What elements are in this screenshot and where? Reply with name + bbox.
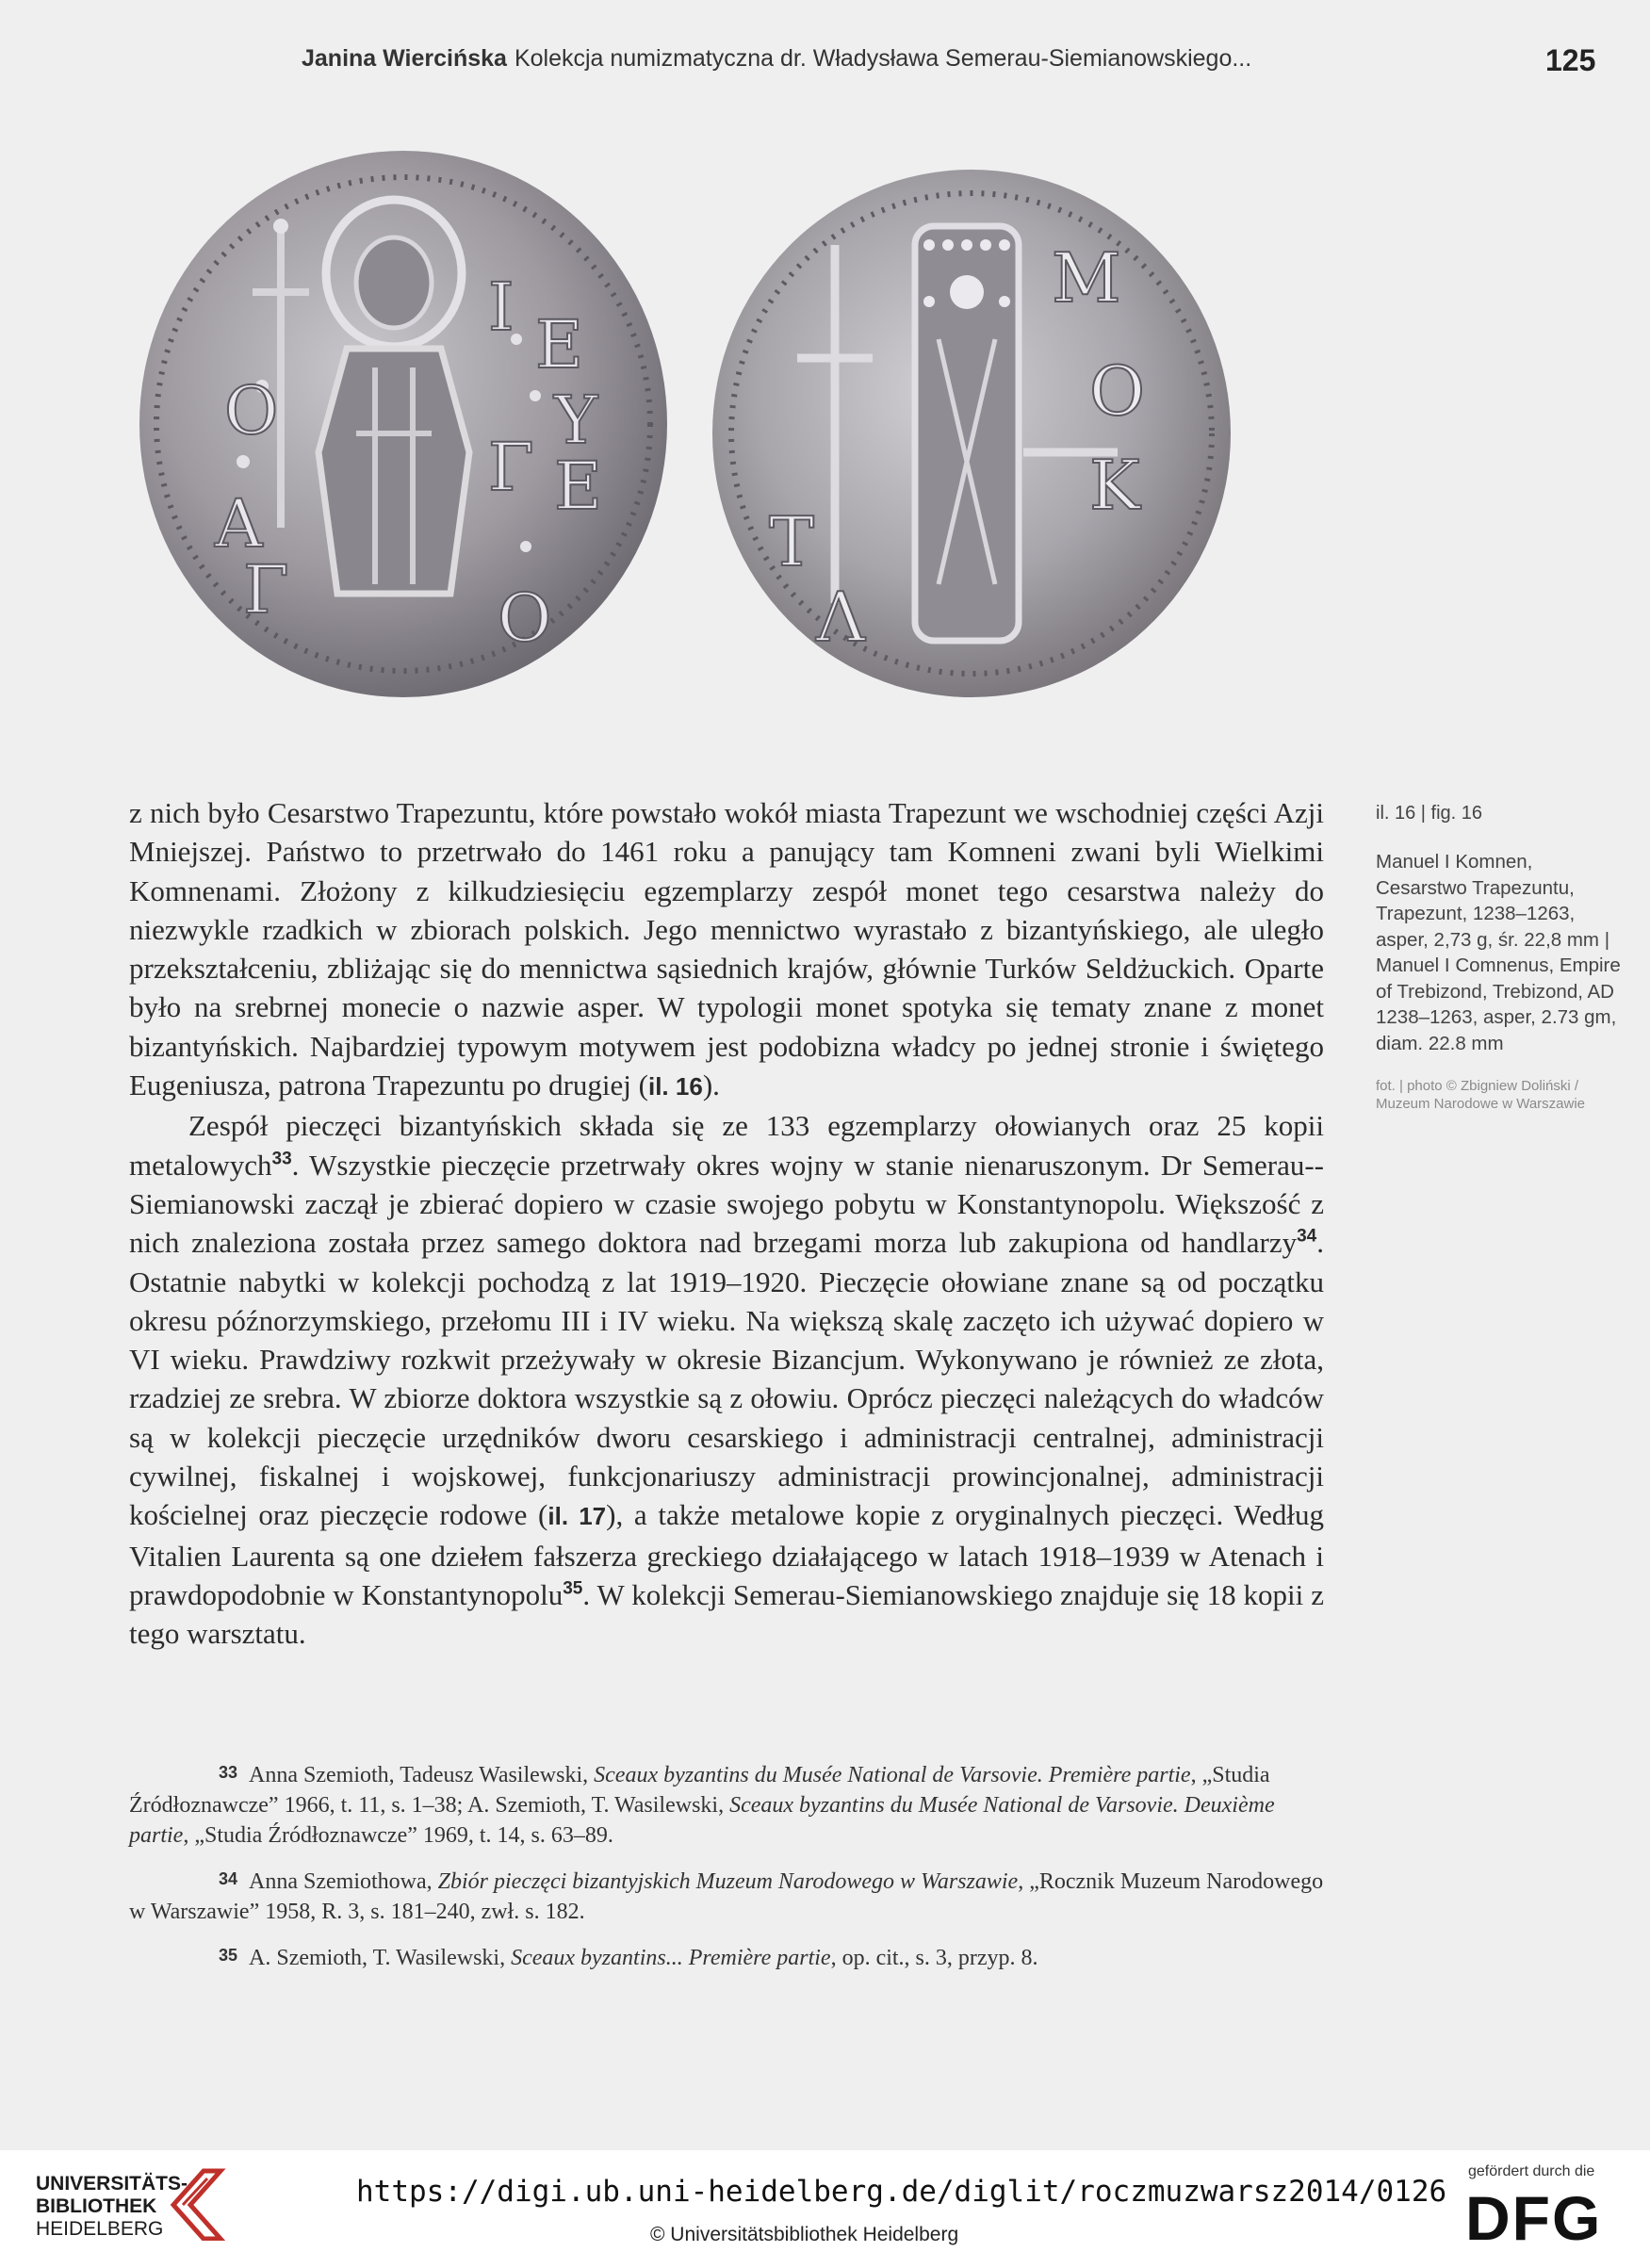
footnote-text: , „Studia Źródłoznawcze” 1969, t. 14, s. 63–89. [183,1823,613,1848]
figure-caption-sidebar [1376,803,1621,1113]
paragraph-text: z nich było Cesarstwo Trapezuntu, które powstało wokół miasta Trapezunt we wschodniej części Azji Mniejszej. Państwo to przetrwało do 1461 roku a panujący tam Komneni zwani byli Wielkimi Komnenami. Złożony z kilkudziesięciu egzemplarzy zespół monet tego cesarstwa należy do niezwykle rzadkich w zbiorach polskich. Jego mennictwo wyrastało z bizantyńskiego, ale uległo przekształceniu, zbliżając się do mennictwa sąsiednich krajów, głównie Turków Seldżuckich. Oparte było na srebrnej monecie o nazwie asper. W typologii monet spotyka się tematy znane z monet bizantyńskich. Najbardziej typowym motywem jest podobizna władcy po jednej stronie i świętego Eugeniusza, patrona Trapezuntu po drugiej ( [129,796,1324,1102]
obverse-letter: Α [215,485,263,563]
footnote [129,1757,1324,1851]
footnote-marker[interactable]: 33 [271,1149,292,1169]
paragraph-text: . Wszystkie pieczęcie przetrwały okres wojny w stanie nienaruszonym. Dr Semerau--Siemianowski zaczął je zbierać dopiero w czasie swojego pobytu w Konstantynopolu. Większość z nich znaleziona została przez samego doktora nad brzegami morza lub zakupiona od handlarzy [129,1148,1324,1260]
reverse-letter: Λ [816,578,865,657]
obverse-letter: Υ [554,382,598,459]
footnote-marker[interactable]: 35 [563,1578,583,1599]
obverse-letter: Ε [535,306,584,383]
running-header [302,45,1251,73]
reverse-letter: Τ [769,502,815,581]
photo-credit: fot. | photo © Zbigniew Doliński / Muzeum Narodowe w Warszawie [1376,1078,1586,1112]
dfg-logo[interactable]: DFG [1465,2183,1603,2253]
obverse-letter: Ε [554,448,603,525]
paragraph-text: . W kolekcji Semerau-Siemianowskiego znajduje się 18 kopii z tego warsztatu. [129,1577,1324,1651]
figure-reference[interactable]: il. 17 [547,1502,607,1531]
coin-obverse-image [139,151,667,697]
library-name-line: HEIDELBERG [36,2218,164,2240]
copyright-notice: © Universitätsbibliothek Heidelberg [650,2224,959,2245]
paragraph-text: Zespół pieczęci bizantyńskich składa się ze 133 egzemplarzy ołowianych oraz 25 kopii metalowych [129,1109,1324,1182]
footnote-text: , „Rocznik Muzeum Narodowego w Warszawie” 1958, R. 3, s. 181–240, zwł. s. 182. [129,1869,1324,1924]
footnote-number: 34 [219,1869,238,1888]
obverse-letter: Ο [224,372,279,449]
document-url-link[interactable]: https://digi.ub.uni-heidelberg.de/diglit/roczmuzwarsz2014/0126 [356,2175,1447,2209]
footnote [129,1864,1324,1927]
header-author: Janina Wiercińska [302,45,507,72]
footnote-title: Sceaux byzantins du Musée National de Varsovie. Première partie [594,1763,1191,1787]
obverse-letter: Ο [498,579,552,657]
paragraph [129,793,1324,1106]
footnote-text: Anna Szemiothowa, [249,1869,438,1894]
footnote-text: A. Szemioth, T. Wasilewski, [249,1946,512,1970]
reverse-letter: Κ [1089,446,1140,525]
header-title: Kolekcja numizmatyczna dr. Władysława Semerau-Siemianowskiego... [514,45,1252,72]
footnote-title: Sceaux byzantins du Musée National de Varsovie. Deuxième partie [129,1793,1275,1848]
funding-label: gefördert durch die [1468,2163,1595,2179]
footnote-title: Zbiór pieczęci bizantyjskich Muzeum Narodowego w Warszawie [437,1869,1019,1894]
library-logo[interactable] [36,2173,188,2241]
figure-reference[interactable]: il. 16 [647,1072,703,1101]
coin-reverse-relief [712,170,1231,697]
paragraph-text: ). [702,1069,720,1102]
obverse-letter: Ι [488,269,515,346]
coin-obverse-relief [139,151,667,697]
paragraph-text: ), a także metalowe kopie z oryginalnych pieczęci. Według Vitalien Laurenta są one dziełem fałszerza greckiego działającego w latach 1918–1939 w Atenach i prawdopodobnie w Konstantynopolu [129,1498,1324,1611]
footnote-text: , op. cit., s. 3, przyp. 8. [830,1946,1038,1970]
obverse-letter: Γ [488,429,534,506]
footnote-marker[interactable]: 34 [1297,1226,1317,1247]
paragraph [129,1106,1324,1653]
library-emblem-icon [166,2167,226,2241]
coin-photograph [139,151,1289,716]
figure-caption: Manuel I Komnen, Cesarstwo Trapezuntu, Trapezunt, 1238–1263, asper, 2,73 g, śr. 22,8 mm | Manuel I Comnenus, Empire of Trebizond, Trebizond, AD 1238–1263, asper, 2.73 gm, diam. 22.8 mm [1376,851,1621,1054]
main-body-text [129,793,1324,1654]
page-number: 125 [1545,43,1596,77]
footnotes [129,1757,1324,1986]
reverse-letter: Μ [1052,238,1121,318]
figure-label: il. 16 | fig. 16 [1376,803,1483,824]
paragraph-text: . Ostatnie nabytki w kolekcji pochodzą z lat 1919–1920. Pieczęcie ołowiane znane są od początku okresu późnorzymskiego, przełomu III i IV wieku. Na większą skalę zaczęto ich używać dopiero w VI wieku. Prawdziwy rozkwit przeżywały w okresie Bizancjum. Wykonywano je również ze złota, rzadziej ze srebra. W zbiorze doktora wszystkie są z ołowiu. Oprócz pieczęci należących do władców są w kolekcji pieczęcie urzędników dworu cesarskiego i administracji centralnej, administracji cywilnej, fiskalnej i wojskowej, funkcjonariuszy administracji prowincjonalnej, administracji kościelnej oraz pieczęcie rodowe ( [129,1226,1324,1532]
library-name-line: UNIVERSITÄTS- [36,2173,188,2195]
coin-reverse-image [712,170,1231,697]
footnote-title: Sceaux byzantins... Première partie [511,1946,831,1970]
library-name-line: BIBLIOTHEK [36,2195,157,2217]
reverse-letter: Ο [1089,351,1146,431]
digitization-footer [0,2150,1650,2268]
footnote-number: 35 [219,1946,238,1965]
footnote-text: Anna Szemioth, Tadeusz Wasilewski, [249,1763,595,1787]
footnote [129,1940,1324,1973]
obverse-letter: Γ [243,551,289,628]
footnote-number: 33 [219,1763,238,1782]
footnote-text: , „Studia Źródłoznawcze” 1966, t. 11, s. 1–38; A. Szemioth, T. Wasilewski, [129,1763,1270,1818]
